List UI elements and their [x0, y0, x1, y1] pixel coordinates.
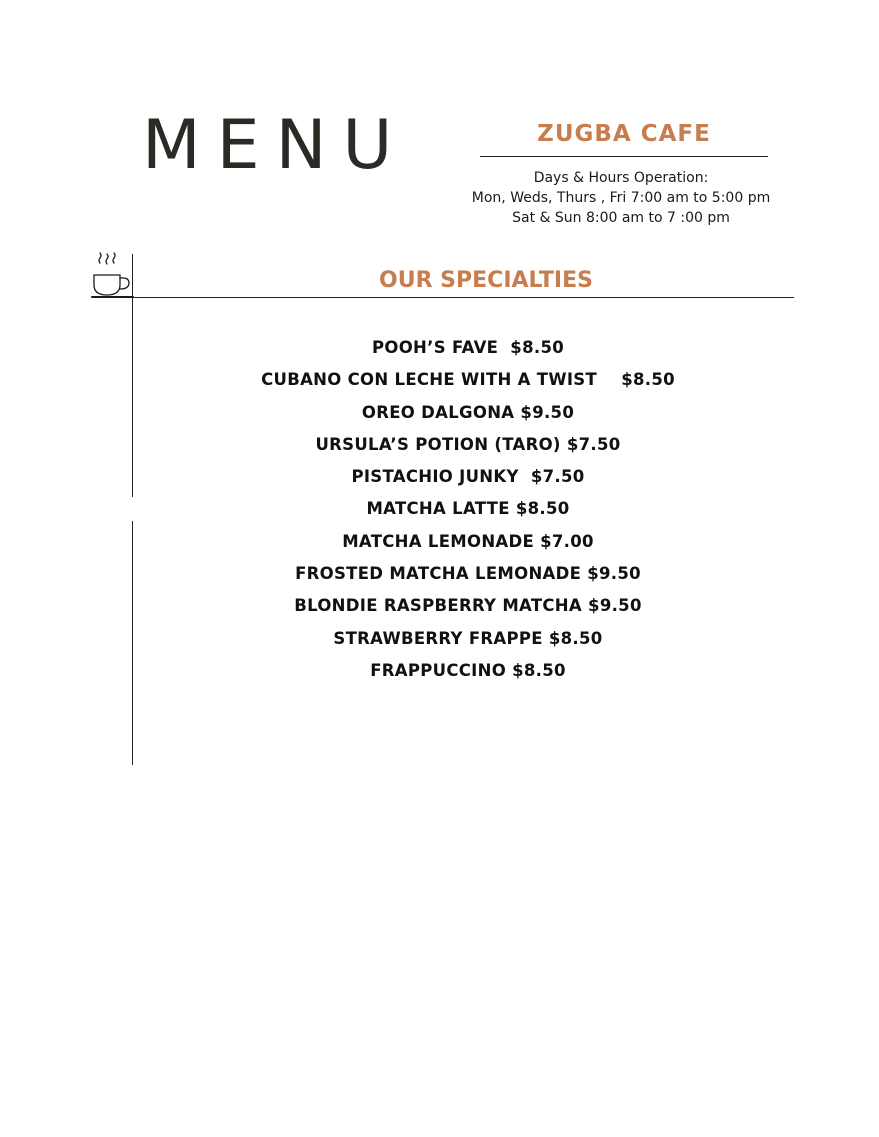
menu-item: MATCHA LATTE $8.50	[366, 499, 570, 519]
cafe-name: ZUGBA CAFE	[537, 121, 711, 147]
menu-item: STRAWBERRY FRAPPE $8.50	[333, 628, 603, 648]
menu-item: MATCHA LEMONADE $7.00	[342, 531, 594, 551]
menu-title: MENU	[142, 106, 409, 185]
vertical-divider-bottom	[132, 521, 133, 765]
menu-items-list	[168, 334, 768, 689]
menu-item: OREO DALGONA $9.50	[361, 402, 575, 422]
menu-item: POOH’S FAVE $8.50	[372, 338, 564, 357]
hours-block	[440, 168, 802, 228]
menu-item: FRAPPUCCINO $8.50	[370, 660, 566, 680]
cafe-name-divider	[480, 156, 768, 157]
menu-item: BLONDIE RASPBERRY MATCHA $9.50	[294, 596, 642, 616]
hours-weekend: Sat & Sun 8:00 am to 7 :00 pm	[512, 210, 730, 226]
menu-item: PISTACHIO JUNKY $7.50	[351, 467, 585, 487]
hours-weekday: Mon, Weds, Thurs , Fri 7:00 am to 5:00 pm	[471, 190, 771, 206]
section-title: OUR SPECIALTIES	[379, 268, 593, 293]
menu-item: FROSTED MATCHA LEMONADE $9.50	[295, 564, 641, 584]
menu-item: CUBANO CON LECHE WITH A TWIST $8.50	[261, 370, 675, 390]
section-divider	[92, 297, 794, 298]
coffee-cup-icon	[91, 252, 135, 298]
menu-item: URSULA’S POTION (TARO) $7.50	[315, 434, 621, 454]
hours-heading: Days & Hours Operation:	[533, 170, 709, 186]
